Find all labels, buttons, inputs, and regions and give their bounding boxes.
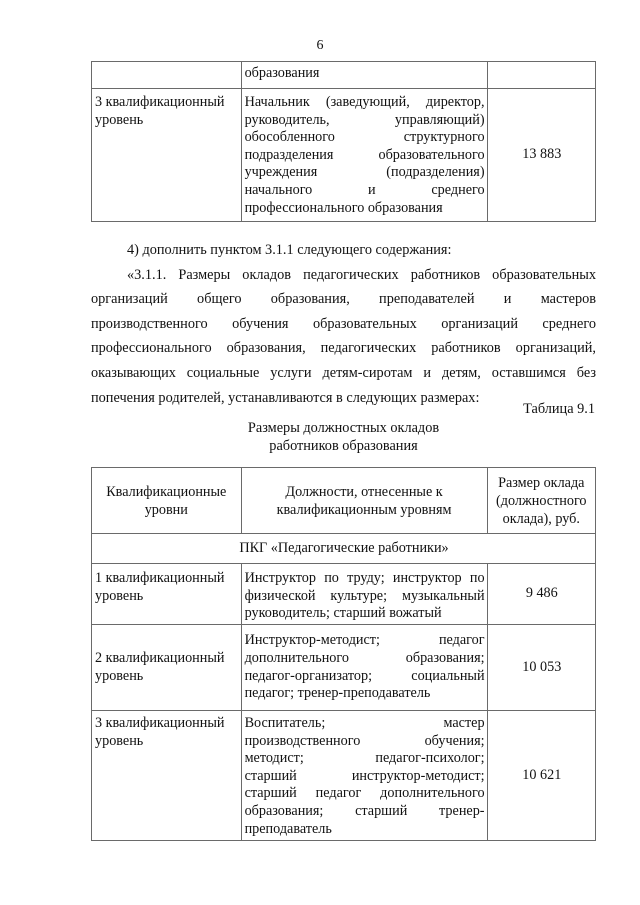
positions-cell	[241, 625, 487, 711]
column-header: Должности, отнесенные к квалификационным уровням	[241, 468, 487, 534]
paragraph-item: 4) дополнить пунктом 3.1.1 следующего содержания:	[127, 242, 452, 258]
positions-line: старший педагог дополнительного	[244, 785, 485, 802]
qualification-level: 2 квалификационный уровень	[92, 625, 242, 711]
positions-line: производственного обучения;	[244, 732, 485, 749]
table-title	[91, 419, 596, 455]
positions-line: методист; педагог-психолог;	[244, 750, 485, 767]
positions-line: профессионального образования	[244, 199, 443, 216]
salary-value: 13 883	[487, 89, 595, 222]
table-cell-empty	[92, 62, 242, 89]
paragraph-line: организаций общего образования, преподавателей и мастеров	[91, 291, 596, 308]
positions-line: педагог-организатор; социальный	[244, 667, 485, 684]
qualification-level: 1 квалификационный уровень	[92, 564, 242, 625]
paragraph-line: оказывающих социальные услуги детям-сиротам и детям, оставшимся без	[91, 364, 596, 381]
positions-line: физической культуре; музыкальный	[244, 587, 485, 604]
positions-line: Инструктор по труду; инструктор по	[244, 570, 485, 586]
positions-cell	[241, 89, 487, 222]
group-title: ПКГ «Педагогические работники»	[92, 534, 596, 564]
paragraph-line: профессионального образования, педагогических работников организаций,	[91, 340, 596, 357]
positions-line: преподаватель	[244, 820, 332, 837]
salary-table	[91, 467, 596, 841]
positions-line: Начальник (заведующий, директор,	[244, 94, 485, 110]
qualification-level: 3 квалификационный уровень	[92, 89, 242, 222]
paragraph-line: «3.1.1. Размеры окладов педагогических работников образовательных	[127, 266, 596, 283]
column-header: Квалификационные уровни	[92, 468, 242, 534]
salary-value: 9 486	[487, 564, 595, 625]
positions-line: дополнительного образования;	[244, 649, 485, 666]
salary-value: 10 621	[487, 711, 595, 841]
paragraph-line: производственного обучения образовательных организаций среднего	[91, 315, 596, 332]
column-header: Размер оклада (должностного оклада), руб.	[487, 468, 595, 534]
positions-line: образования; старший тренер-	[244, 802, 485, 819]
salary-value: 10 053	[487, 625, 595, 711]
positions-line: учреждения (подразделения)	[244, 164, 485, 181]
qualification-level: 3 квалификационный уровень	[92, 711, 242, 841]
positions-line: педагог; тренер-преподаватель	[244, 685, 431, 702]
positions-line: подразделения образовательного	[244, 146, 485, 163]
table-cell-continuation: образования	[241, 62, 487, 89]
positions-line: руководитель; старший вожатый	[244, 605, 442, 622]
positions-line: старший инструктор-методист;	[244, 767, 485, 784]
table-cell-empty	[487, 62, 595, 89]
table-label: Таблица 9.1	[523, 401, 595, 417]
table-header-row	[92, 468, 596, 534]
positions-line: Инструктор-методист; педагог	[244, 632, 485, 649]
positions-cell	[241, 711, 487, 841]
positions-line: обособленного структурного	[244, 129, 485, 146]
positions-line: начального и среднего	[244, 181, 485, 198]
table-row	[92, 89, 596, 222]
table-title-line: Размеры должностных окладов	[247, 420, 440, 436]
table-row	[92, 625, 596, 711]
paragraph-line: попечения родителей, устанавливаются в следующих размерах:	[91, 389, 480, 406]
page-number: 6	[316, 38, 324, 53]
positions-line: Воспитатель; мастер	[244, 715, 485, 731]
group-row	[92, 534, 596, 564]
positions-line: руководитель, управляющий)	[244, 111, 485, 128]
table-row	[92, 711, 596, 841]
table-row	[92, 564, 596, 625]
positions-cell	[241, 564, 487, 625]
continued-salary-table	[91, 61, 596, 222]
amendment-paragraph	[91, 238, 596, 410]
table-title-line: работников образования	[269, 438, 418, 454]
